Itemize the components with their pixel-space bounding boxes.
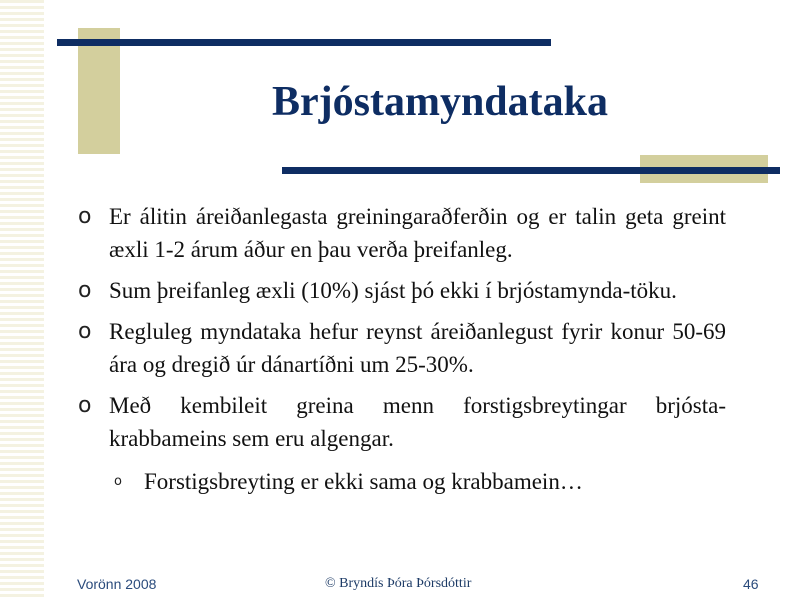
bullet-text: Með kembileit greina menn forstigsbreytingar brjósta-krabbameins sem eru algengar. (109, 393, 726, 451)
footer-term: Vorönn 2008 (77, 576, 157, 592)
sub-bullet-text: Forstigsbreyting er ekki sama og krabbamein… (144, 469, 583, 494)
footer-author: © Bryndís Þóra Þórsdóttir (325, 576, 472, 591)
bullet-text: Er álitin áreiðanlegasta greiningaraðferðin og er talin geta greint æxli 1-2 árum áður en þau verða þreifanleg. (109, 204, 726, 262)
bullet-text: Regluleg myndataka hefur reynst áreiðanlegust fyrir konur 50-69 ára og dregið úr dánartíðni um 25-30%. (109, 319, 726, 377)
slide-title: Brjóstamyndataka (271, 79, 609, 125)
bullet-item (78, 389, 726, 455)
footer-page-number: 46 (743, 576, 759, 592)
bullet-text: Sum þreifanleg æxli (10%) sjást þó ekki í brjóstamynda-töku. (109, 278, 677, 303)
decorative-line-bottom (282, 167, 780, 174)
bullet-item (78, 200, 726, 266)
bullet-marker-icon: o (78, 393, 92, 418)
bullet-marker-icon: o (78, 204, 92, 229)
sub-bullet-item (114, 465, 726, 498)
sub-bullet-marker-icon: o (114, 474, 122, 489)
decorative-line-top (57, 39, 551, 46)
bullet-item (78, 274, 726, 307)
bullet-marker-icon: o (78, 319, 92, 344)
bullet-item (78, 315, 726, 381)
bullet-marker-icon: o (78, 278, 92, 303)
decorative-stripes (0, 0, 44, 600)
bullet-list (78, 200, 726, 506)
decorative-block-left (78, 28, 120, 154)
